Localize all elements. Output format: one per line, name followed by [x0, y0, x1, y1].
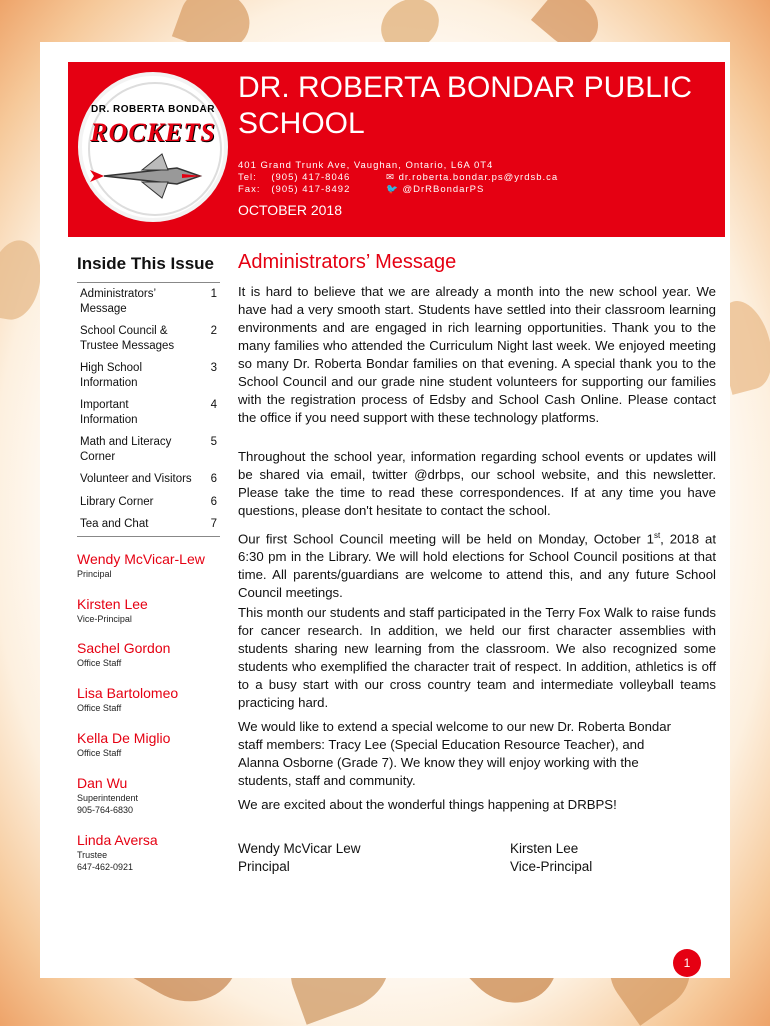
school-twitter[interactable]: @DrRBondarPS [402, 184, 485, 195]
message-paragraph: Throughout the school year, information regarding school events or updates will be shared via email, twitter @drbps, our school website, and this newsletter. Please take the time to read these correspondences. If at any time you have questions, please don't hesitate to contact the school. [238, 449, 716, 518]
meeting-text-sup: st [653, 531, 661, 540]
signature-name: Kirsten Lee [510, 841, 579, 856]
staff-role: Office Staff [77, 748, 122, 758]
toc-item-page: 7 [210, 518, 217, 530]
toc-item[interactable] [77, 431, 220, 468]
staff-entry [77, 551, 237, 580]
message-paragraph: We are excited about the wonderful things happening at DRBPS! [238, 797, 617, 812]
signature-principal [238, 840, 361, 876]
staff-role: Superintendent [77, 793, 139, 803]
staff-name: Dan Wu [77, 775, 128, 791]
staff-name: Sachel Gordon [77, 640, 171, 656]
staff-name: Kella De Miglio [77, 730, 171, 746]
twitter-icon: 🐦 [386, 184, 403, 195]
staff-phone: 647-462-0921 [77, 862, 134, 872]
toc-item-label: Important Information [80, 399, 138, 426]
toc-item[interactable] [77, 513, 220, 536]
toc-item-page: 6 [210, 495, 217, 508]
staff-entry [77, 775, 237, 816]
signature-role: Principal [238, 859, 290, 874]
staff-role: Office Staff [77, 703, 122, 713]
toc-item-label: High School Information [80, 362, 143, 389]
message-paragraph: We would like to extend a special welcome to our new Dr. Roberta Bondar staff members: Tracy Lee (Special Education Resource Teacher), and Alanna Osborne (Grade 7). We know they will enjoy working with the students, staff and community. [238, 719, 671, 788]
staff-phone: 905-764-6830 [77, 805, 134, 815]
school-tel: Tel: (905) 417-8046 [238, 172, 351, 183]
logo-top-text: DR. ROBERTA BONDAR [91, 104, 215, 115]
staff-entry [77, 596, 237, 625]
staff-entry [77, 685, 237, 714]
school-email[interactable]: dr.roberta.bondar.ps@yrdsb.ca [398, 172, 559, 183]
message-paragraph: This month our students and staff participated in the Terry Fox Walk to raise funds for cancer research. In addition, we held our first character assemblies with students sharing new learning from the classroom. We also recognized some students who exemplified the character trait of respect. In addition, athletics is off to a busy start with our cross country team and intermediate volleyball teams practicing hard. [238, 605, 716, 710]
staff-entry [77, 832, 237, 873]
staff-role: Vice-Principal [77, 614, 132, 624]
school-name: DR. ROBERTA BONDAR PUBLIC SCHOOL [238, 71, 692, 140]
toc-item-page: 3 [210, 362, 217, 374]
staff-role: Principal [77, 569, 112, 579]
toc-item-page: 5 [210, 436, 217, 448]
toc-item-page: 2 [210, 325, 217, 337]
staff-name: Linda Aversa [77, 832, 158, 848]
staff-entry [77, 730, 237, 759]
staff-entry [77, 640, 237, 669]
logo-main-text: ROCKETS [90, 118, 216, 147]
toc-item[interactable] [77, 491, 220, 514]
toc-item[interactable] [77, 357, 220, 394]
toc-item[interactable] [77, 320, 220, 357]
staff-name: Lisa Bartolomeo [77, 685, 179, 701]
newsletter-header [68, 62, 725, 237]
signature-role: Vice-Principal [510, 859, 593, 874]
toc-item-label: Library Corner [80, 495, 154, 508]
signature-vice-principal [510, 840, 592, 876]
page-number-badge: 1 [673, 949, 701, 977]
issue-month: OCTOBER 2018 [238, 202, 343, 218]
staff-role: Office Staff [77, 658, 122, 668]
toc-item-page: 6 [210, 473, 217, 485]
toc-item-page: 4 [210, 399, 217, 411]
school-fax: Fax: (905) 417-8492 [238, 184, 351, 195]
staff-name: Kirsten Lee [77, 596, 148, 612]
school-address: 401 Grand Trunk Ave, Vaughan, Ontario, L6A 0T4 [238, 160, 494, 171]
toc-item-label: Tea and Chat [80, 518, 149, 530]
toc-item-label: Math and Literacy Corner [80, 436, 172, 463]
signature-name: Wendy McVicar Lew [238, 841, 361, 856]
toc-title: Inside This Issue [77, 254, 214, 273]
toc-item-label: Administrators’ Message [80, 288, 156, 315]
school-contact-block [386, 172, 558, 196]
rocket-icon [82, 146, 224, 206]
staff-role: Trustee [77, 850, 108, 860]
toc-item-label: Volunteer and Visitors [80, 473, 192, 485]
toc-item[interactable] [77, 283, 220, 320]
email-icon: ✉ [386, 172, 399, 183]
section-heading: Administrators’ Message [238, 251, 457, 273]
meeting-text-a: Our first School Council meeting will be held on Monday, October 1 [238, 531, 654, 547]
toc-item[interactable] [77, 394, 220, 431]
toc-item-page: 1 [210, 288, 217, 300]
toc-item-label: School Council & Trustee Messages [80, 325, 175, 352]
staff-name: Wendy McVicar-Lew [77, 551, 205, 567]
table-of-contents [77, 282, 220, 537]
message-paragraph: It is hard to believe that we are already a month into the new school year. We have had a very smooth start. Students have settled into their classroom learning environments and are engaged in rich learning opportunities. Thank you to the many families who attended the Curriculum Night last week. We enjoyed meeting so many Dr. Roberta Bondar families on that evening. A special thank you to the School Council and our grade nine student volunteers for supporting our families with the registration process of Edsby and School Cash Online. Please contact the office if you need support with these technology platforms. [238, 284, 716, 425]
toc-item[interactable] [77, 468, 220, 491]
message-paragraph [238, 527, 716, 602]
meeting-text-b: , 2018 at 6:30 pm in the Library. We will hold elections for School Council positions at that time. All parents/guardians are welcome to attend this, and any future School Council meetings. [238, 531, 716, 601]
school-logo [78, 72, 228, 222]
